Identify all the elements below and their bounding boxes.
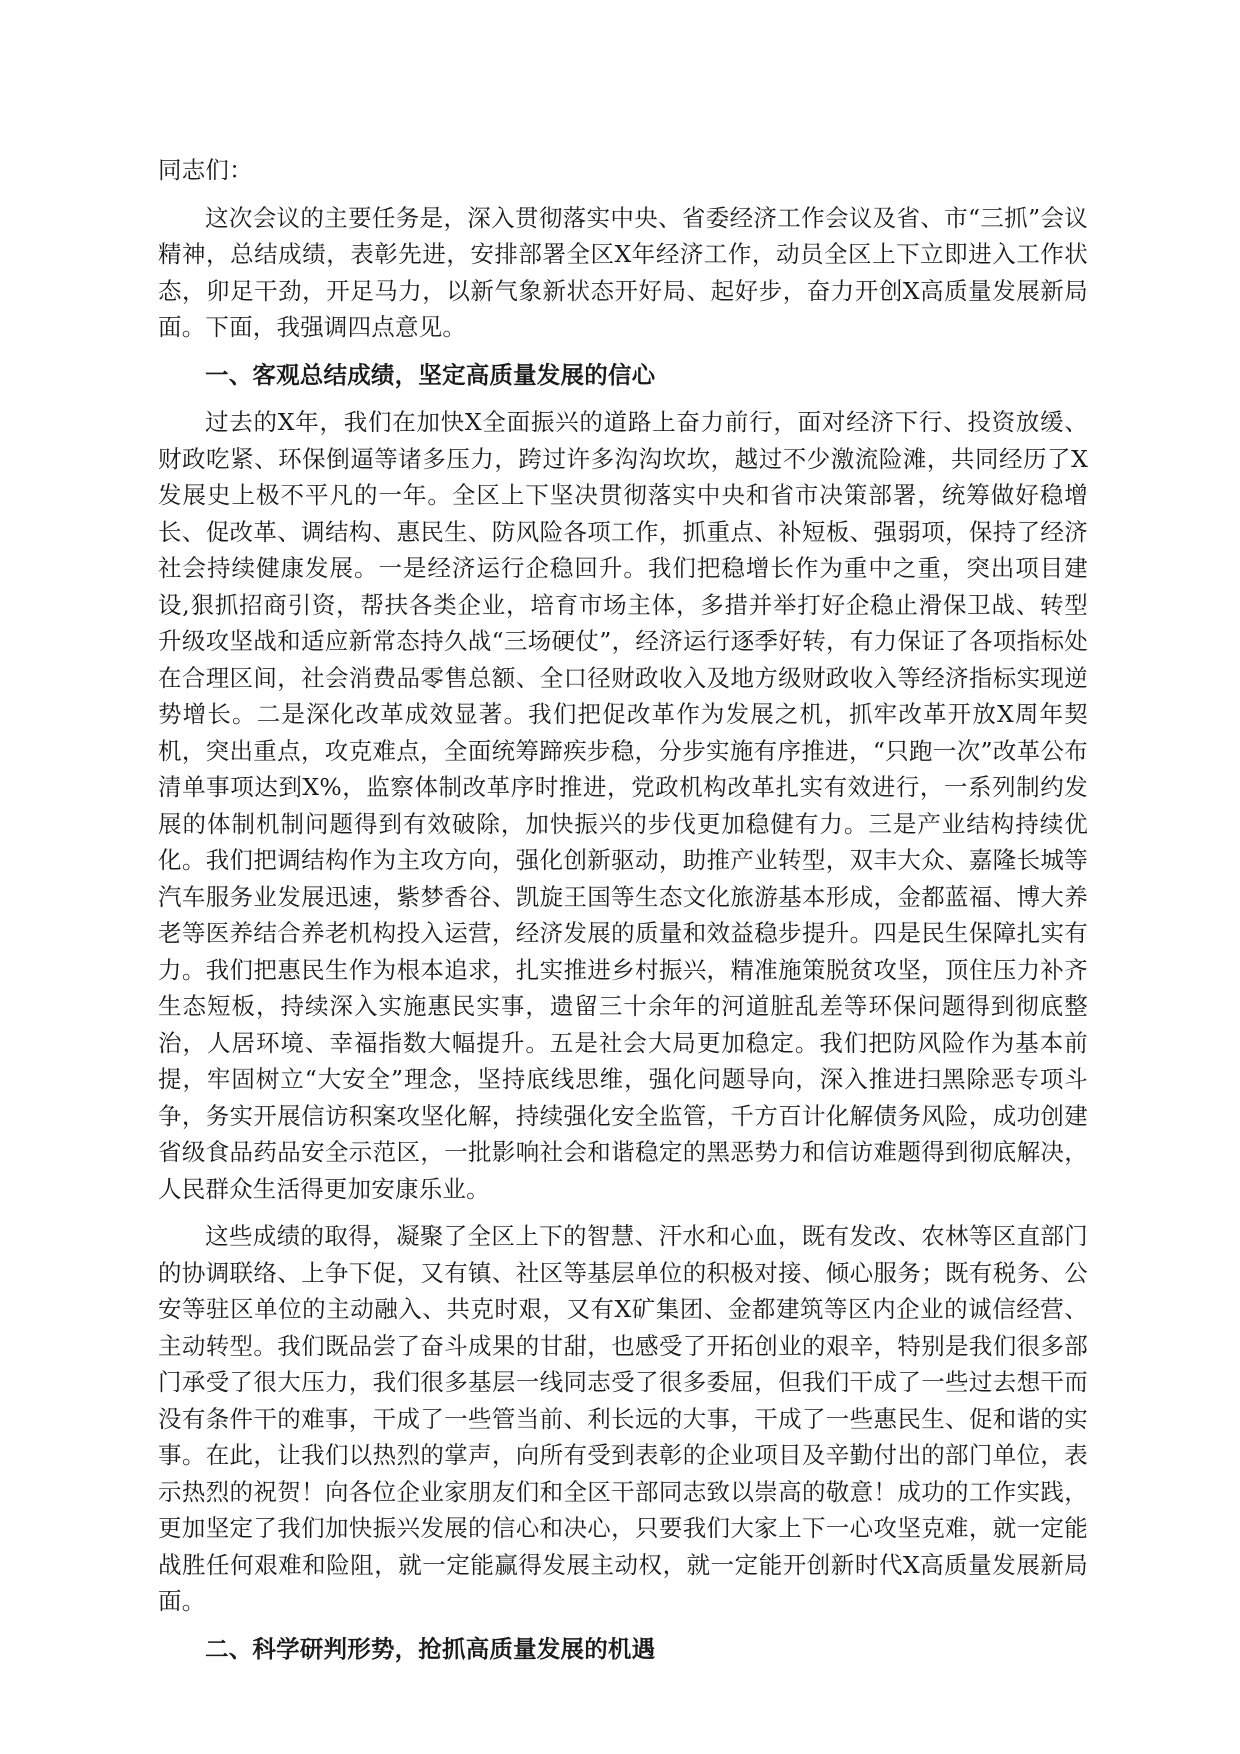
document-body (158, 152, 1088, 1678)
section-1-paragraph-1: 过去的X年，我们在加快X全面振兴的道路上奋力前行，面对经济下行、投资放缓、财政吃紧、环保倒逼等诸多压力，跨过许多沟沟坎坎，越过不少激流险滩，共同经历了X发展史上极不平凡的一年。全区上下坚决贯彻落实中央和省市决策部署，统筹做好稳增长、促改革、调结构、惠民生、防风险各项工作，抓重点、补短板、强弱项，保持了经济社会持续健康发展。一是经济运行企稳回升。我们把稳增长作为重中之重，突出项目建设,狠抓招商引资，帮扶各类企业，培育市场主体，多措并举打好企稳止滑保卫战、转型升级攻坚战和适应新常态持久战“三场硬仗”，经济运行逐季好转，有力保证了各项指标处在合理区间，社会消费品零售总额、全口径财政收入及地方级财政收入等经济指标实现逆势增长。二是深化改革成效显著。我们把促改革作为发展之机，抓牢改革开放X周年契机，突出重点，攻克难点，全面统筹蹄疾步稳，分步实施有序推进，“只跑一次”改革公布清单事项达到X%，监察体制改革序时推进，党政机构改革扎实有效进行，一系列制约发展的体制机制问题得到有效破除，加快振兴的步伐更加稳健有力。三是产业结构持续优化。我们把调结构作为主攻方向，强化创新驱动，助推产业转型，双丰大众、嘉隆长城等汽车服务业发展迅速，紫梦香谷、凯旋王国等生态文化旅游基本形成，金都蓝福、博大养老等医养结合养老机构投入运营，经济发展的质量和效益稳步提升。四是民生保障扎实有力。我们把惠民生作为根本追求，扎实推进乡村振兴，精准施策脱贫攻坚，顶住压力补齐生态短板，持续深入实施惠民实事，遗留三十余年的河道脏乱差等环保问题得到彻底整治，人居环境、幸福指数大幅提升。五是社会大局更加稳定。我们把防风险作为基本前提，牢固树立“大安全”理念，坚持底线思维，强化问题导向，深入推进扫黑除恶专项斗争，务实开展信访积案攻坚化解，持续强化安全监管，千方百计化解债务风险，成功创建省级食品药品安全示范区，一批影响社会和谐稳定的黑恶势力和信访难题得到彻底解决，人民群众生活得更加安康乐业。 (158, 408, 1088, 1203)
section-2-heading: 二、科学研判形势，抢抓高质量发展的机遇 (205, 1634, 656, 1663)
intro-paragraph: 这次会议的主要任务是，深入贯彻落实中央、省委经济工作会议及省、市“三抓”会议精神，总结成绩，表彰先进，安排部署全区X年经济工作，动员全区上下立即进入工作状态，卯足干劲，开足马力，以新气象新状态开好局、起好步，奋力开创X高质量发展新局面。下面，我强调四点意见。 (158, 203, 1088, 341)
greeting: 同志们： (158, 156, 253, 184)
section-1-paragraph-2: 这些成绩的取得，凝聚了全区上下的智慧、汗水和心血，既有发改、农林等区直部门的协调联络、上争下促，又有镇、社区等基层单位的积极对接、倾心服务；既有税务、公安等驻区单位的主动融入、共克时艰，又有X矿集团、金都建筑等区内企业的诚信经营、主动转型。我们既品尝了奋斗成果的甘甜，也感受了开拓创业的艰辛，特别是我们很多部门承受了很大压力，我们很多基层一线同志受了很多委屈，但我们干成了一些过去想干而没有条件干的难事，干成了一些管当前、利长远的大事，干成了一些惠民生、促和谐的实事。在此，让我们以热烈的掌声，向所有受到表彰的企业项目及辛勤付出的部门单位，表示热烈的祝贺！向各位企业家朋友们和全区干部同志致以崇高的敬意！成功的工作实践，更加坚定了我们加快振兴发展的信心和决心，只要我们大家上下一心攻坚克难，就一定能战胜任何艰难和险阻，就一定能赢得发展主动权，就一定能开创新时代X高质量发展新局面。 (158, 1222, 1088, 1615)
section-1-heading: 一、客观总结成绩，坚定高质量发展的信心 (205, 360, 656, 389)
